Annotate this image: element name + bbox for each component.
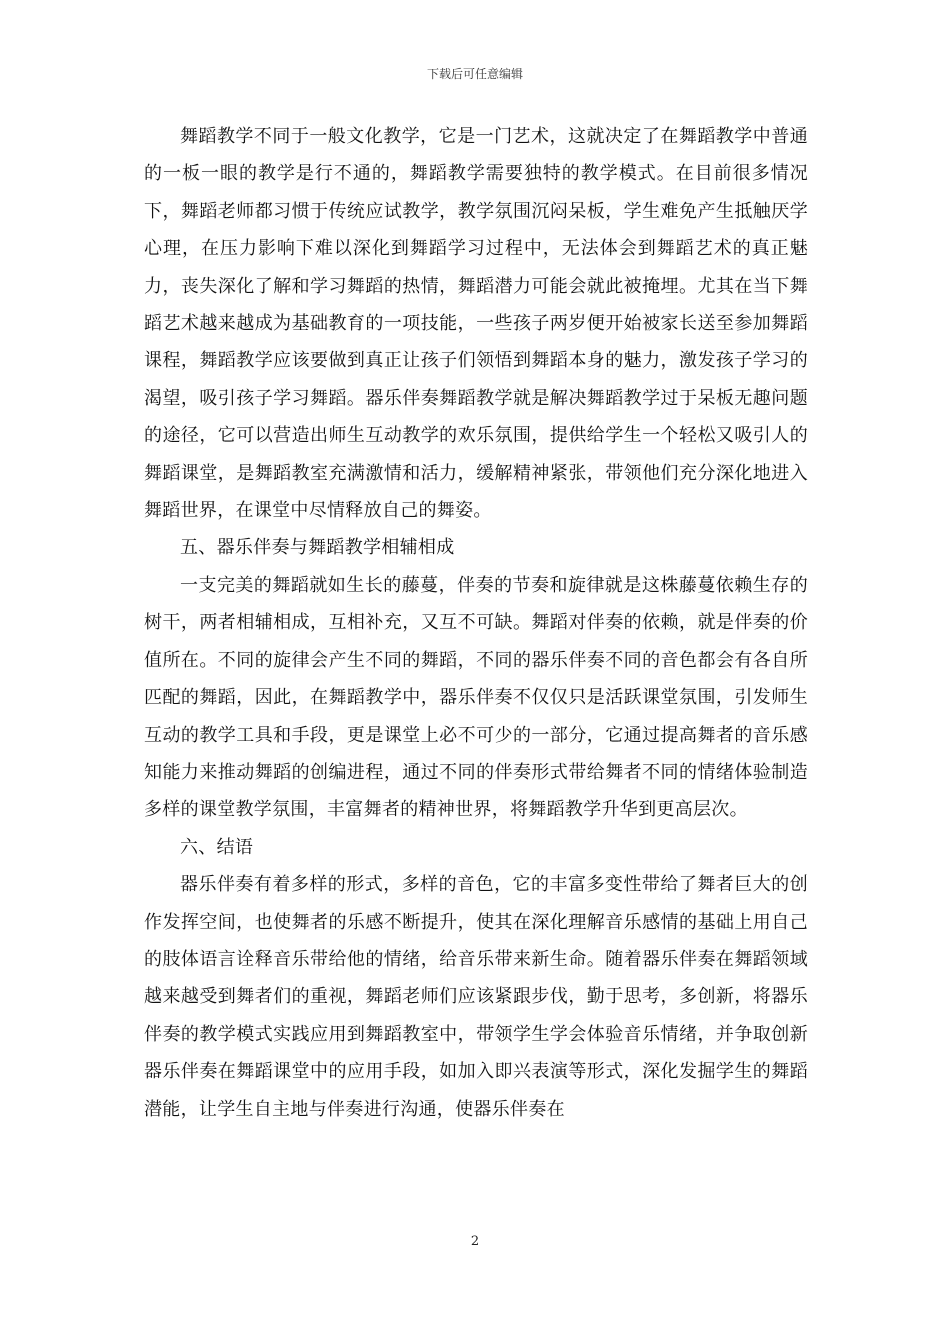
paragraph-dance-teaching: 舞蹈教学不同于一般文化教学，它是一门艺术，这就决定了在舞蹈教学中普通的一板一眼的教学是行不通的，舞蹈教学需要独特的教学模式。在目前很多情况下，舞蹈老师都习惯于传统应试教学，教学氛围沉闷呆板，学生难免产生抵触厌学心理，在压力影响下难以深化到舞蹈学习过程中，无法体会到舞蹈艺术的真正魅力，丧失深化了解和学习舞蹈的热情，舞蹈潜力可能会就此被掩埋。尤其在当下舞蹈艺术越来越成为基础教育的一项技能，一些孩子两岁便开始被家长送至参加舞蹈课程，舞蹈教学应该要做到真正让孩子们领悟到舞蹈本身的魅力，激发孩子学习的渴望，吸引孩子学习舞蹈。器乐伴奏舞蹈教学就是解决舞蹈教学过于呆板无趣问题的途径，它可以营造出师生互动教学的欢乐氛围，提供给学生一个轻松又吸引人的舞蹈课堂，是舞蹈教室充满激情和活力，缓解精神紧张，带领他们充分深化地进入舞蹈世界，在课堂中尽情释放自己的舞姿。 — [144, 126, 808, 522]
document-body — [144, 118, 808, 1128]
section-heading-five: 五、器乐伴奏与舞蹈教学相辅相成 — [180, 537, 455, 559]
paragraph-complement: 一支完美的舞蹈就如生长的藤蔓，伴奏的节奏和旋律就是这株藤蔓依赖生存的树干，两者相辅相成，互相补充，又互不可缺。舞蹈对伴奏的依赖，就是伴奏的价值所在。不同的旋律会产生不同的舞蹈，不同的器乐伴奏不同的音色都会有各自所匹配的舞蹈，因此，在舞蹈教学中，器乐伴奏不仅仅只是活跃课堂氛围，引发师生互动的教学工具和手段，更是课堂上必不可少的一部分，它通过提高舞者的音乐感知能力来推动舞蹈的创编进程，通过不同的伴奏形式带给舞者不同的情绪体验制造多样的课堂教学氛围，丰富舞者的精神世界，将舞蹈教学升华到更高层次。 — [144, 574, 808, 821]
page-header: 下载后可任意编辑 — [426, 67, 523, 81]
paragraph-conclusion: 器乐伴奏有着多样的形式，多样的音色，它的丰富多变性带给了舞者巨大的创作发挥空间，也使舞者的乐感不断提升，使其在深化理解音乐感情的基础上用自己的肢体语言诠释音乐带给他的情绪，给音乐带来新生命。随着器乐伴奏在舞蹈领域越来越受到舞者们的重视，舞蹈老师们应该紧跟步伐，勤于思考，多创新，将器乐伴奏的教学模式实践应用到舞蹈教室中，带领学生学会体验音乐情绪，并争取创新器乐伴奏在舞蹈课堂中的应用手段，如加入即兴表演等形式，深化发掘学生的舞蹈潜能，让学生自主地与伴奏进行沟通，使器乐伴奏在 — [144, 874, 808, 1120]
page-number: 2 — [470, 1234, 480, 1249]
section-heading-six: 六、结语 — [180, 836, 254, 858]
